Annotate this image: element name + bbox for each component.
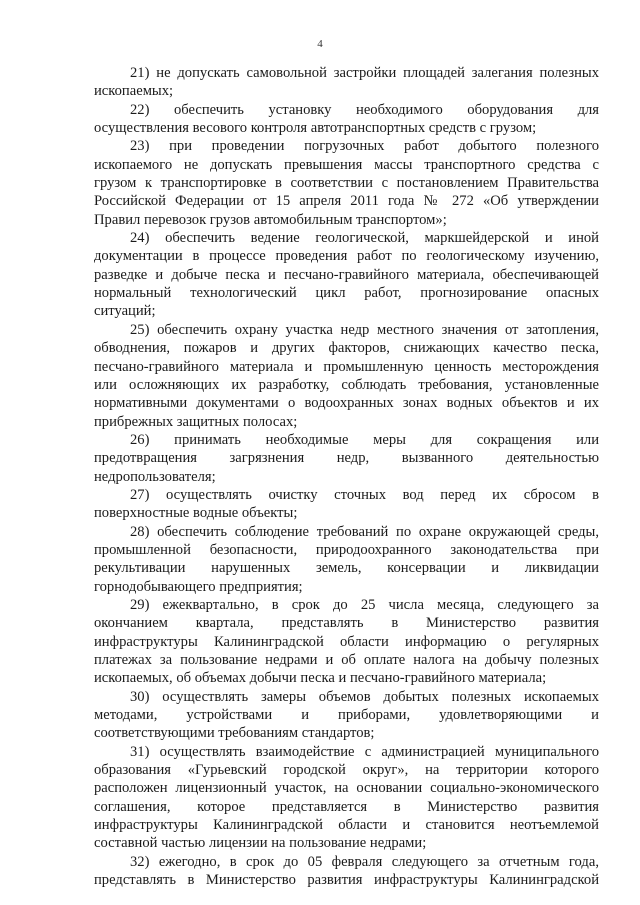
text-line: обводнения, пожаров и других факторов, снижающих качество песка,: [94, 340, 599, 357]
text-line: грузом к транспортировке в соответствии с постановлением Правительства: [94, 175, 599, 192]
page-number: 4: [317, 38, 323, 50]
list-item: [94, 64, 599, 101]
text-line: 25) обеспечить охрану участка недр местного значения от затопления,: [130, 321, 599, 338]
text-line: 32) ежегодно, в срок до 05 февраля следующего за отчетным года,: [130, 853, 599, 870]
text-line: нормативными документами о водоохранных зонах водных объектов и их: [94, 395, 599, 412]
text-line: ископаемых;: [94, 83, 174, 100]
list-item: [94, 431, 599, 486]
text-line: документации в процессе проведения работ по геологическому изучению,: [94, 248, 599, 265]
text-line: или осложняющих их разработку, соблюдать требования, установленные: [94, 376, 599, 393]
text-line: нормальный технологический цикл работ, прогнозирование опасных: [94, 285, 599, 302]
text-line: 31) осуществлять взаимодействие с администрацией муниципального: [130, 743, 599, 760]
text-line: ископаемых, об объемах добычи песка и песчано-гравийного материала;: [94, 670, 547, 687]
text-line: инфраструктуры Калининградской области и становится неотъемлемой: [94, 817, 599, 834]
list-item: [94, 688, 599, 743]
list-item: [94, 486, 599, 523]
text-line: соглашения, которое представляется в Министерство развития: [94, 798, 599, 815]
text-line: ископаемого не допускать превышения массы транспортного средства с: [94, 156, 599, 173]
text-line: 22) обеспечить установку необходимого оборудования для: [130, 101, 599, 118]
text-line: горнодобывающего предприятия;: [94, 578, 303, 595]
list-item: [94, 229, 599, 321]
text-line: разведке и добыче песка и песчано-гравийного материала, обеспечивающей: [94, 266, 599, 283]
text-line: окончанием квартала, представлять в Министерство развития: [94, 615, 599, 632]
list-item: [94, 523, 599, 596]
document-body: [94, 64, 599, 889]
list-item: [94, 321, 599, 431]
text-line: песчано-гравийного материала и промышленную ценность месторождения: [94, 358, 599, 375]
text-line: методами, устройствами и приборами, удовлетворяющими и: [94, 707, 599, 724]
text-line: 23) при проведении погрузочных работ добытого полезного: [130, 138, 599, 155]
list-item: [94, 137, 599, 229]
text-line: рекультивации нарушенных земель, консервации и ликвидации: [94, 560, 599, 577]
list-item: [94, 743, 599, 853]
text-line: ситуаций;: [94, 303, 156, 320]
text-line: образования «Гурьевский городской округ», на территории которого: [94, 762, 599, 779]
list-item: [94, 853, 599, 890]
list-item: [94, 596, 599, 688]
text-line: соответствующими требованиям стандартов;: [94, 725, 375, 742]
text-line: осуществления весового контроля автотранспортных средств с грузом;: [94, 120, 537, 137]
text-line: Российской Федерации от 15 апреля 2011 года № 272 «Об утверждении: [94, 193, 599, 210]
text-line: представлять в Министерство развития инфраструктуры Калининградской: [94, 872, 599, 889]
text-line: поверхностные водные объекты;: [94, 505, 298, 522]
text-line: прибрежных защитных полосах;: [94, 413, 298, 430]
text-line: 30) осуществлять замеры объемов добытых полезных ископаемых: [130, 688, 599, 705]
text-line: промышленной безопасности, природоохранного законодательства при: [94, 541, 599, 558]
text-line: инфраструктуры Калининградской области информацию о регулярных: [94, 633, 599, 650]
text-line: составной частью лицензии на пользование недрами;: [94, 835, 427, 852]
list-item: [94, 101, 599, 138]
text-line: Правил перевозок грузов автомобильным транспортом»;: [94, 211, 447, 228]
text-line: 26) принимать необходимые меры для сокращения или: [130, 431, 599, 448]
text-line: 27) осуществлять очистку сточных вод перед их сбросом в: [130, 486, 599, 503]
text-line: 29) ежеквартально, в срок до 25 числа месяца, следующего за: [130, 596, 599, 613]
text-line: платежах за пользование недрами и об оплате налога на добычу полезных: [94, 652, 599, 668]
text-line: недропользователя;: [94, 468, 216, 485]
text-line: 21) не допускать самовольной застройки площадей залегания полезных: [130, 65, 599, 81]
text-line: 28) обеспечить соблюдение требований по охране окружающей среды,: [130, 523, 599, 540]
text-line: 24) обеспечить ведение геологической, маркшейдерской и иной: [130, 230, 599, 247]
text-line: расположен лицензионный участок, на основании социально-экономического: [94, 780, 599, 797]
text-line: предотвращения загрязнения недр, вызванного деятельностью: [94, 450, 599, 467]
